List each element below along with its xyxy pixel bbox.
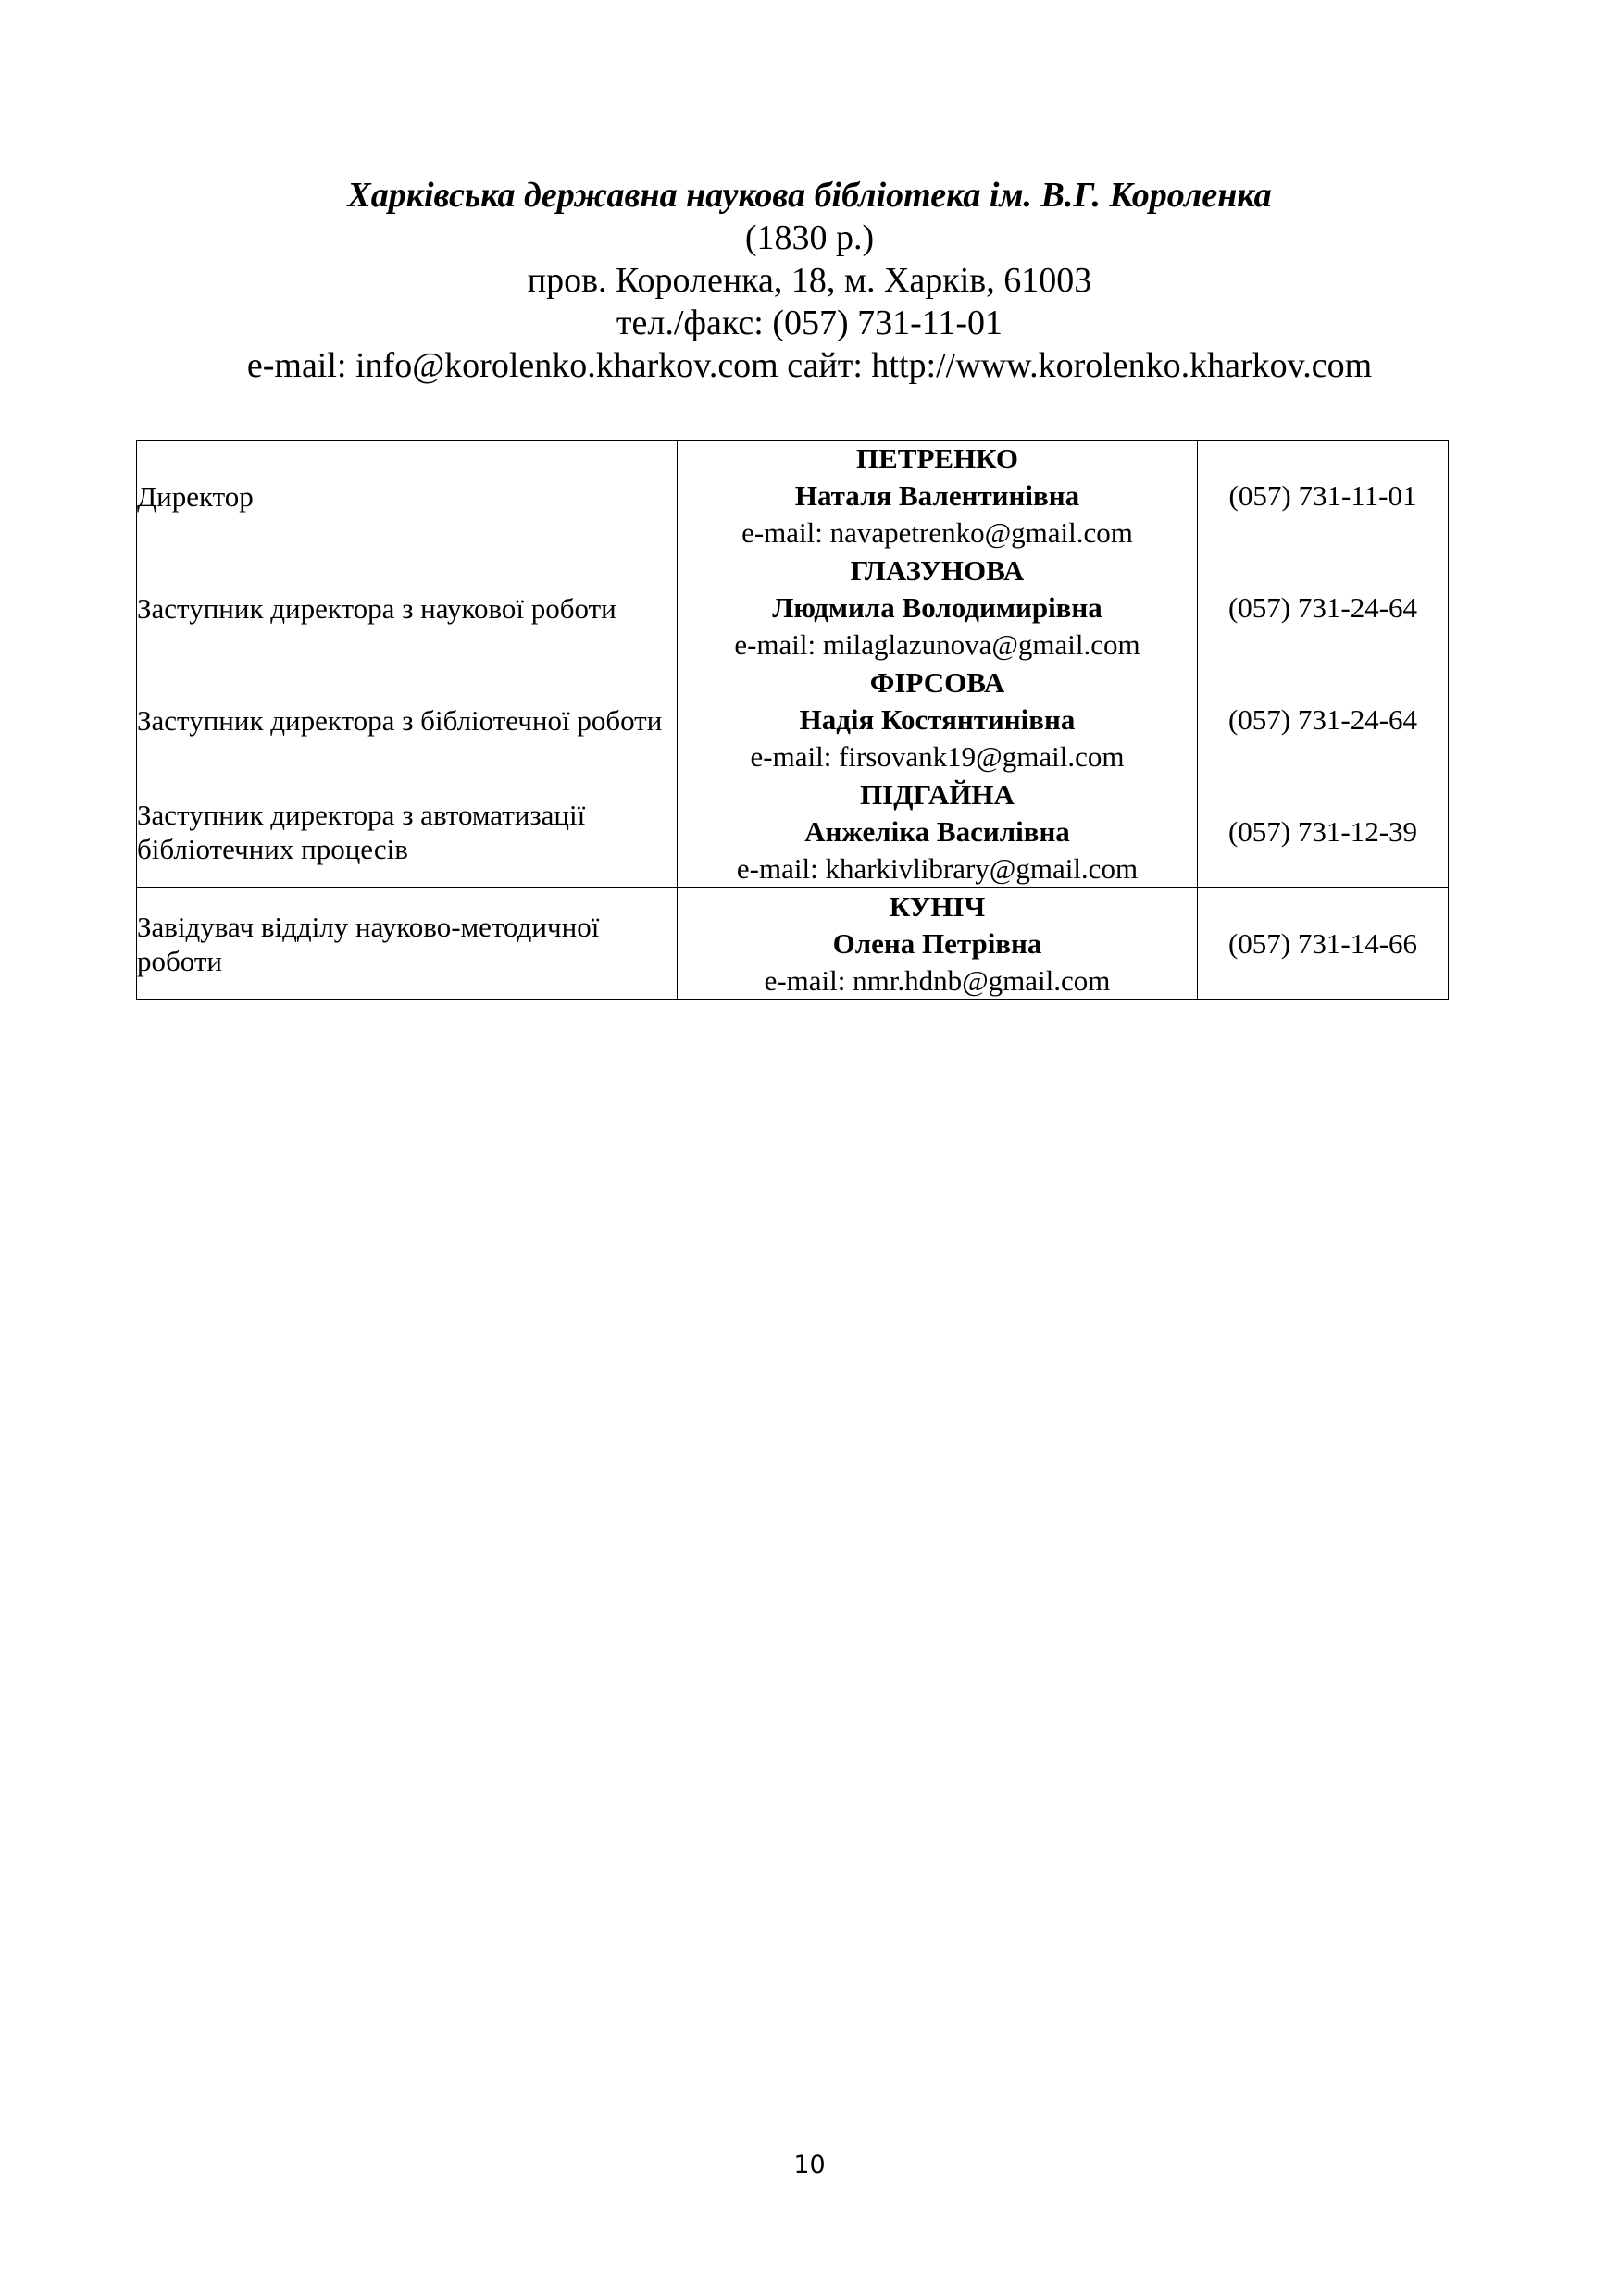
staff-phone: (057) 731-12-39 [1198,776,1449,888]
table-row [137,552,1449,664]
table-row [137,888,1449,1000]
library-phone-fax: тел./факс: (057) 731-11-01 [616,304,1003,342]
table-row [137,664,1449,776]
staff-surname: ФІРСОВА [869,666,1005,699]
staff-email: e-mail: kharkivlibrary@gmail.com [736,852,1139,885]
staff-given-name: Надія Костянтинівна [799,703,1076,736]
staff-contacts-table [136,440,1449,1000]
staff-given-name: Наталя Валентинівна [794,479,1080,512]
staff-phone: (057) 731-11-01 [1198,441,1449,552]
library-header [0,174,1619,387]
staff-given-name: Анжеліка Василівна [804,815,1070,848]
table-row [137,776,1449,888]
staff-surname: ПЕТРЕНКО [855,442,1018,475]
staff-email: e-mail: firsovank19@gmail.com [750,740,1125,773]
staff-given-name: Олена Петрівна [832,927,1042,960]
staff-person [678,888,1198,1000]
staff-role: Директор [137,441,678,552]
staff-role: Завідувач відділу науково-методичної роботи [137,888,678,1000]
staff-person [678,664,1198,776]
library-email-website: e-mail: info@korolenko.kharkov.com сайт: http://www.korolenko.kharkov.com [246,346,1373,385]
staff-surname: ГЛАЗУНОВА [850,554,1025,587]
staff-person [678,776,1198,888]
staff-person [678,552,1198,664]
founded-year: (1830 р.) [744,218,875,257]
staff-role: Заступник директора з наукової роботи [137,552,678,664]
staff-phone: (057) 731-24-64 [1198,552,1449,664]
table-row [137,441,1449,552]
library-address: пров. Короленка, 18, м. Харків, 61003 [527,261,1092,300]
page-number: 10 [793,2151,826,2179]
staff-role: Заступник директора з автоматизації бібліотечних процесів [137,776,678,888]
staff-email: e-mail: nmr.hdnb@gmail.com [764,964,1111,997]
staff-surname: КУНІЧ [889,890,986,923]
staff-given-name: Людмила Володимирівна [772,591,1102,624]
staff-email: e-mail: milaglazunova@gmail.com [734,628,1140,661]
staff-email: e-mail: navapetrenko@gmail.com [741,516,1133,549]
staff-person [678,441,1198,552]
staff-role: Заступник директора з бібліотечної роботи [137,664,678,776]
library-title: Харківська державна наукова бібліотека ім. В.Г. Короленка [347,176,1272,215]
staff-surname: ПІДГАЙНА [860,778,1015,811]
staff-phone: (057) 731-24-64 [1198,664,1449,776]
staff-phone: (057) 731-14-66 [1198,888,1449,1000]
